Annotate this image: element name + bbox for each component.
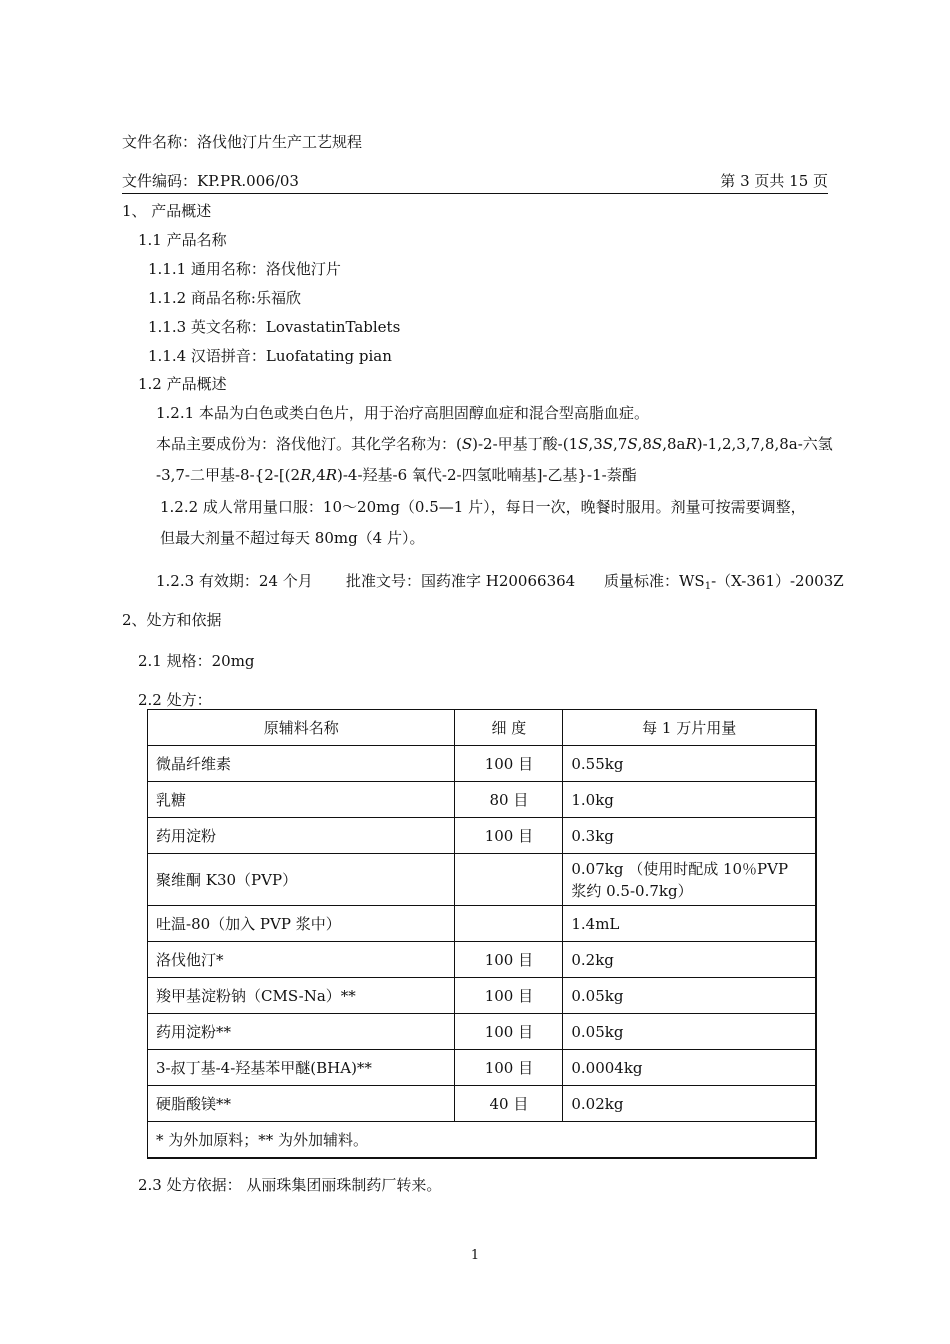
table-row: [148, 782, 817, 818]
approval-number: 批准文号：国药准字 H20066364: [346, 572, 576, 590]
table-row: [148, 746, 817, 782]
fineness-cell: 100 目: [455, 1014, 563, 1050]
spec: 2.1 规格：20mg: [138, 652, 255, 670]
table-footnote-row: [148, 1122, 817, 1159]
file-code: 文件编码：KP.PR.006/03: [122, 172, 299, 190]
amount-cell: 0.2kg: [563, 942, 816, 978]
table-row: [148, 942, 817, 978]
formula-table: [147, 709, 817, 1159]
amount-cell: 0.05kg: [563, 1014, 816, 1050]
header-line: [122, 167, 828, 194]
fineness-cell: 100 目: [455, 942, 563, 978]
section-2-title: 2、处方和依据: [122, 611, 222, 629]
amount-cell: 0.55kg: [563, 746, 816, 782]
table-row: [148, 1086, 817, 1122]
table-row: [148, 1050, 817, 1086]
material-cell: 聚维酮 K30（PVP）: [148, 854, 455, 906]
amount-cell: 0.0004kg: [563, 1050, 816, 1086]
fineness-cell: 80 目: [455, 782, 563, 818]
dosage-line1: 1.2.2 成人常用量口服：10～20mg（0.5—1 片），每日一次，晚餐时服用。剂量可按需要调整，: [160, 498, 806, 516]
page-number: 1: [470, 1248, 480, 1263]
file-name: 文件名称：洛伐他汀片生产工艺规程: [122, 133, 363, 151]
table-row: [148, 854, 817, 906]
fineness-cell: 100 目: [455, 978, 563, 1014]
amount-cell: 1.4mL: [563, 906, 816, 942]
chemical-name-line2: -3,7-二甲基-8-{2-[(2R,4R)-4-羟基-6 氧代-2-四氢吡喃基]-乙基}-1-萘酯: [156, 466, 637, 484]
pinyin-name: 1.1.4 汉语拼音：Luofatating pian: [148, 347, 392, 365]
header-fineness: 细 度: [455, 710, 563, 746]
section-1-1-title: 1.1 产品名称: [138, 231, 227, 249]
table-footnote: * 为外加原料；** 为外加辅料。: [148, 1122, 817, 1159]
section-1-title: 1、 产品概述: [122, 202, 212, 220]
material-cell: 洛伐他汀*: [148, 942, 455, 978]
material-cell: 3-叔丁基-4-羟基苯甲醚(BHA)**: [148, 1050, 455, 1086]
formula-basis: 2.3 处方依据： 从丽珠集团丽珠制药厂转来。: [138, 1176, 442, 1194]
fineness-cell: 100 目: [455, 746, 563, 782]
validity: 1.2.3 有效期：24 个月: [156, 572, 313, 590]
quality-standard: 质量标准：$WS_1-(X-361)-2003Z$: [604, 572, 844, 592]
section-1-2-title: 1.2 产品概述: [138, 375, 227, 393]
fineness-cell: [455, 854, 563, 906]
fineness-cell: 100 目: [455, 818, 563, 854]
amount-cell: 0.07kg （使用时配成 10％PVP 浆约 0.5-0.7kg）: [563, 854, 816, 906]
trade-name: 1.1.2 商品名称:乐福欣: [148, 289, 301, 307]
fineness-cell: 100 目: [455, 1050, 563, 1086]
generic-name: 1.1.1 通用名称：洛伐他汀片: [148, 260, 341, 278]
table-row: [148, 906, 817, 942]
amount-cell: 0.05kg: [563, 978, 816, 1014]
material-cell: 羧甲基淀粉钠（CMS-Na）**: [148, 978, 455, 1014]
table-row: [148, 1014, 817, 1050]
material-cell: 硬脂酸镁**: [148, 1086, 455, 1122]
header-amount: 每 1 万片用量: [563, 710, 816, 746]
description-p1: 1.2.1 本品为白色或类白色片，用于治疗高胆固醇血症和混合型高脂血症。: [156, 404, 649, 422]
material-cell: 吐温-80（加入 PVP 浆中）: [148, 906, 455, 942]
formula-title: 2.2 处方：: [138, 691, 212, 709]
dosage-line2: 但最大剂量不超过每天 80mg（4 片）。: [160, 529, 425, 547]
amount-cell: 0.02kg: [563, 1086, 816, 1122]
page-info: 第 3 页共 15 页: [720, 172, 828, 190]
english-name: 1.1.3 英文名称：LovastatinTablets: [148, 318, 401, 336]
amount-cell: 1.0kg: [563, 782, 816, 818]
table-row: [148, 978, 817, 1014]
header-material: 原辅料名称: [148, 710, 455, 746]
amount-cell: 0.3kg: [563, 818, 816, 854]
material-cell: 微晶纤维素: [148, 746, 455, 782]
material-cell: 药用淀粉**: [148, 1014, 455, 1050]
table-header-row: [148, 710, 817, 746]
material-cell: 乳糖: [148, 782, 455, 818]
chemical-name-line1: 本品主要成份为：洛伐他汀。其化学名称为：(S)-2-甲基丁酸-(1S,3S,7S,8S,8aR)-1,2,3,7,8,8a-六氢: [156, 435, 833, 453]
table-row: [148, 818, 817, 854]
fineness-cell: [455, 906, 563, 942]
fineness-cell: 40 目: [455, 1086, 563, 1122]
material-cell: 药用淀粉: [148, 818, 455, 854]
